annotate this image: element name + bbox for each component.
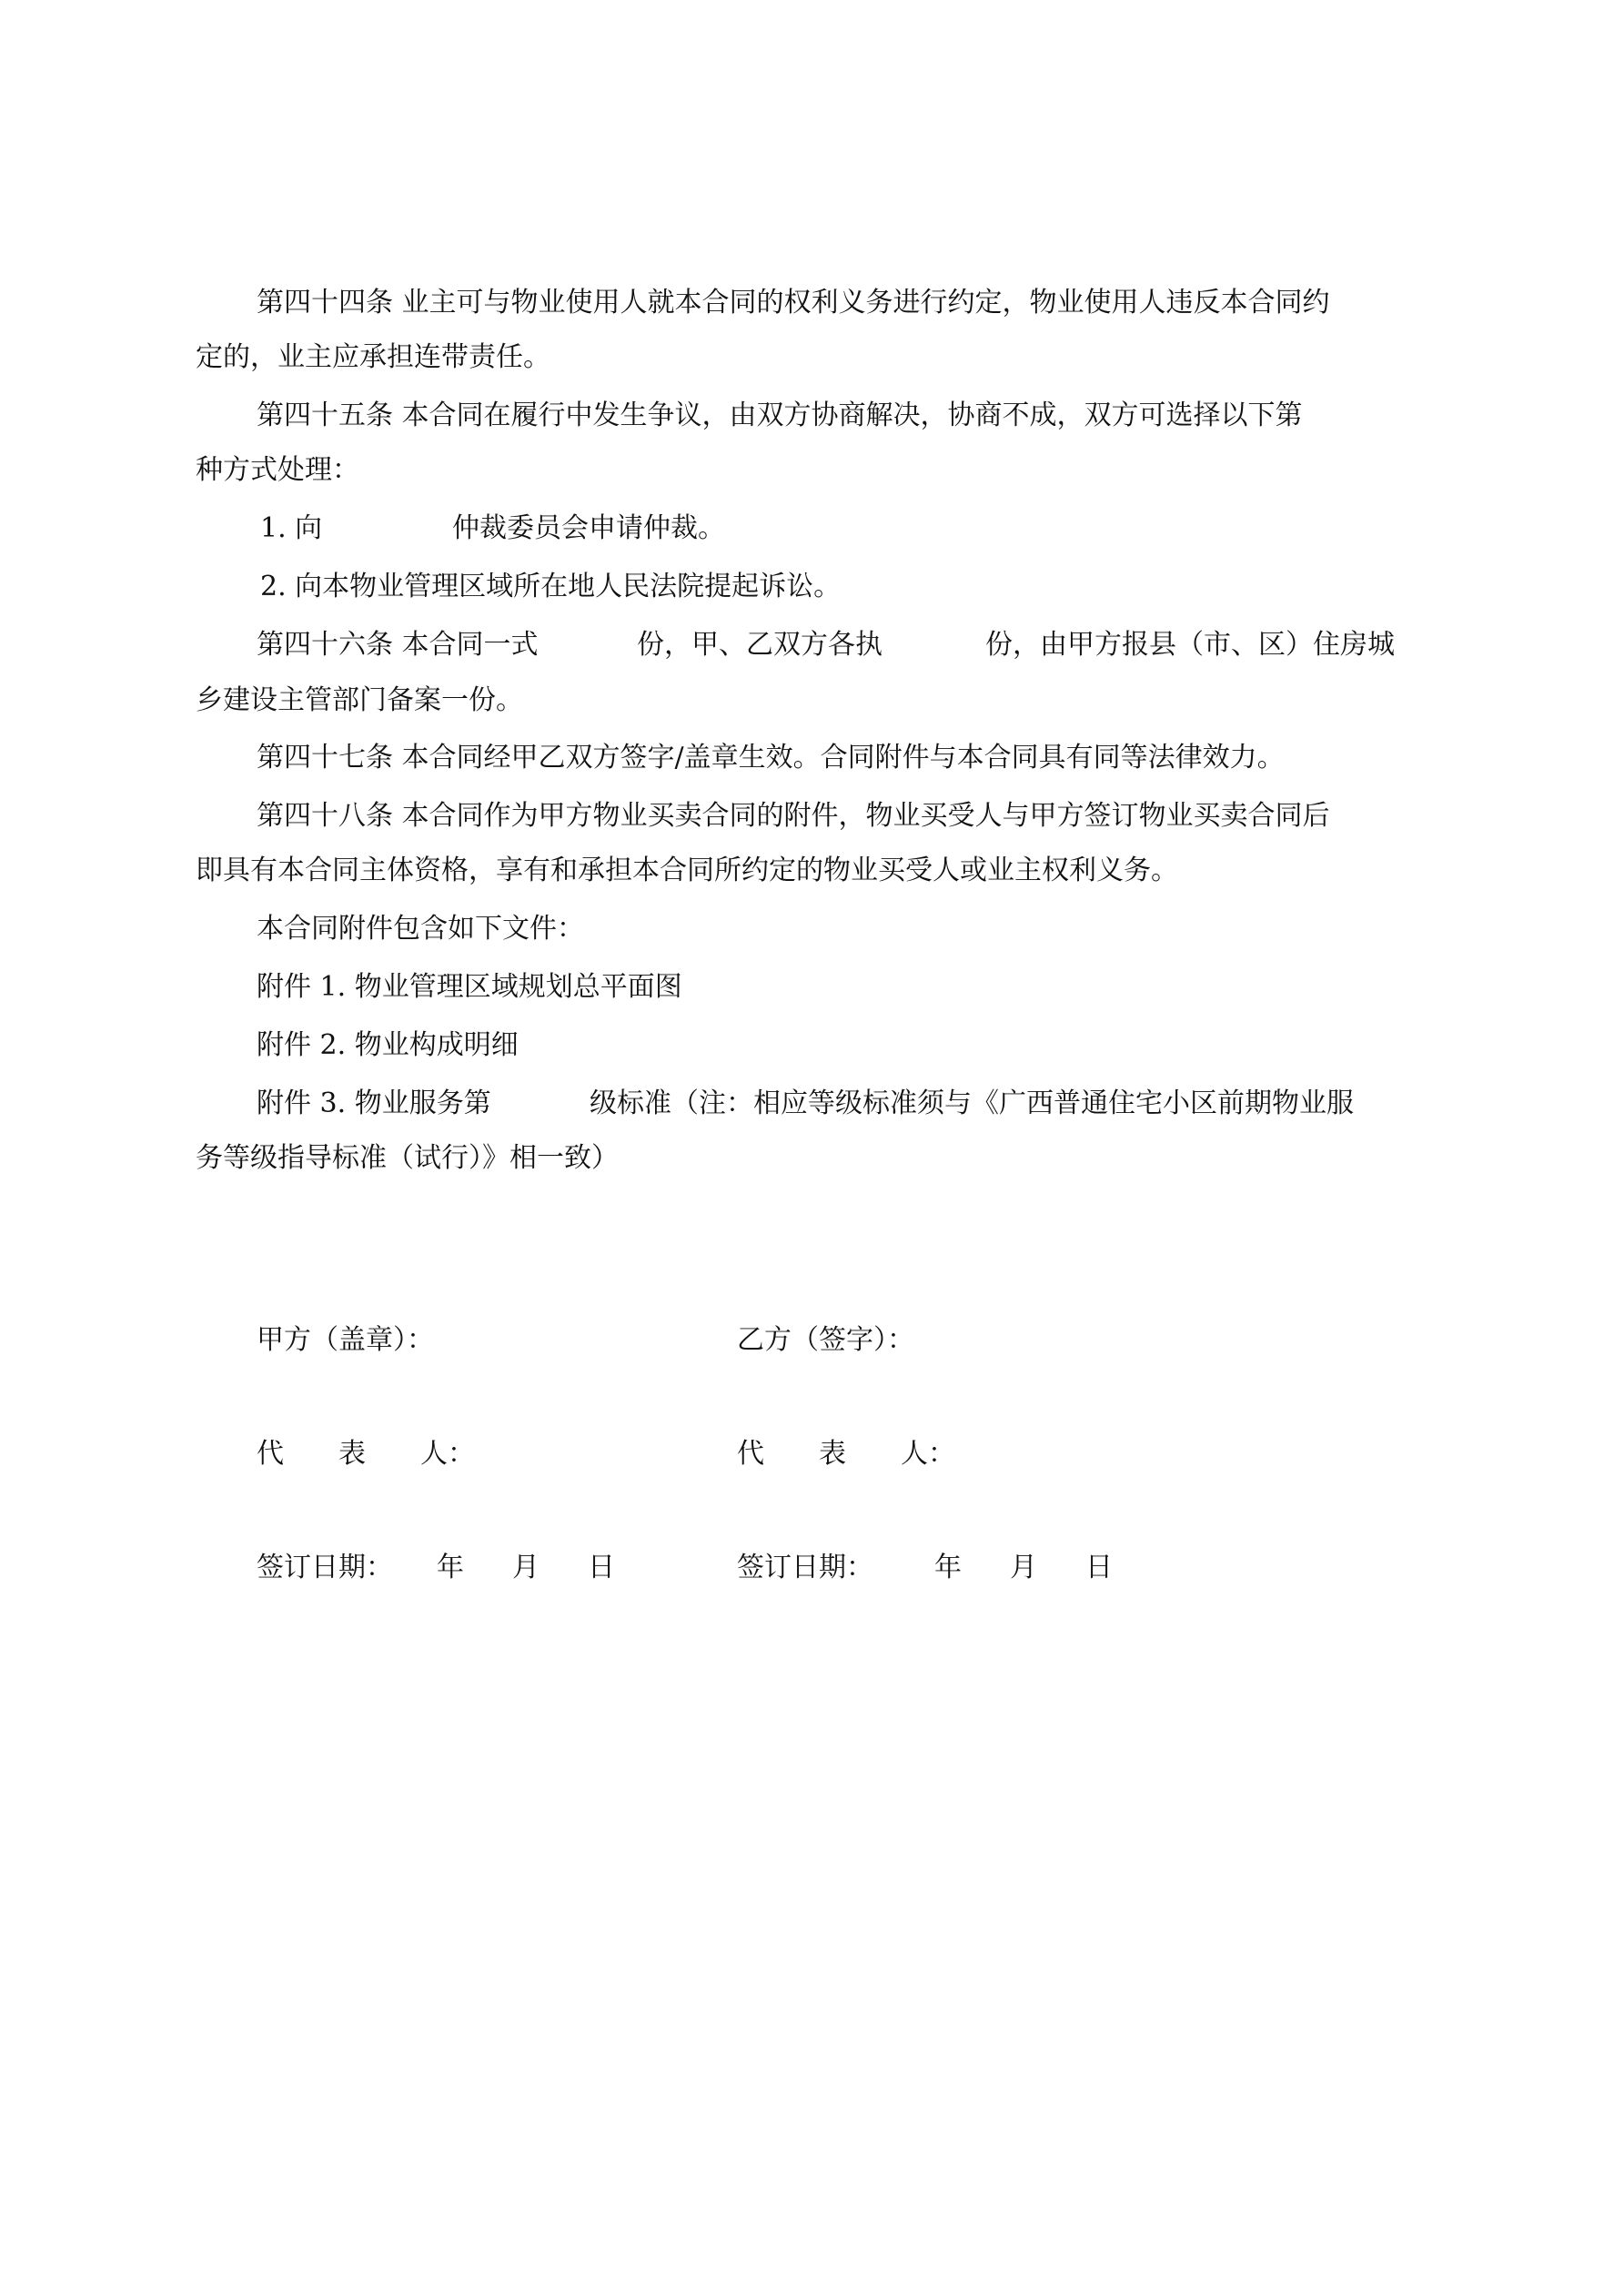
attachment-3-part-b: 级标准（注：相应等级标准须与《广西普通住宅小区前期物业服	[590, 1087, 1354, 1119]
party-b-date-year: 年	[934, 1552, 962, 1583]
article-45-option-1-prefix: 1. 向	[260, 512, 323, 544]
attachment-3-part-a: 附件 3. 物业服务第	[257, 1087, 491, 1119]
attachment-2: 附件 2. 物业构成明细	[257, 1029, 519, 1061]
party-b-date-month: 月	[1010, 1552, 1037, 1583]
article-48-line-1: 第四十八条 本合同作为甲方物业买卖合同的附件，物业买受人与甲方签订物业买卖合同后	[257, 800, 1330, 832]
article-45-line-1: 第四十五条 本合同在履行中发生争议，由双方协商解决，协商不成，双方可选择以下第	[257, 400, 1303, 431]
attachment-1: 附件 1. 物业管理区域规划总平面图	[257, 971, 682, 1003]
article-47-line-1: 第四十七条 本合同经甲乙双方签字/盖章生效。合同附件与本合同具有同等法律效力。	[257, 742, 1285, 774]
party-a-date-month: 月	[512, 1552, 540, 1583]
article-44-line-2: 定的，业主应承担连带责任。	[196, 341, 550, 373]
article-48-line-2: 即具有本合同主体资格，享有和承担本合同所约定的物业买受人或业主权利义务。	[196, 855, 1178, 886]
attachments-intro: 本合同附件包含如下文件：	[257, 913, 584, 945]
party-a-date-day: 日	[588, 1552, 615, 1583]
party-b-signature-label: 乙方（签字）：	[737, 1324, 914, 1356]
party-a-representative-label: 代 表 人：	[257, 1438, 475, 1470]
party-a-seal-label: 甲方（盖章）：	[257, 1324, 434, 1356]
party-b-date-label: 签订日期：	[737, 1552, 873, 1583]
party-a-date-year: 年	[437, 1552, 464, 1583]
party-b-representative-label: 代 表 人：	[737, 1438, 955, 1470]
article-44-line-1: 第四十四条 业主可与物业使用人就本合同的权利义务进行约定，物业使用人违反本合同约	[257, 287, 1330, 319]
article-46-line-1-part-b: 份，甲、乙双方各执	[637, 629, 883, 661]
article-46-line-1-part-a: 第四十六条 本合同一式	[257, 629, 539, 661]
party-b-date-day: 日	[1085, 1552, 1113, 1583]
article-45-option-2: 2. 向本物业管理区域所在地人民法院提起诉讼。	[260, 571, 842, 602]
article-46-line-2: 乡建设主管部门备案一份。	[196, 684, 523, 716]
attachment-3-line-2: 务等级指导标准（试行）》相一致）	[196, 1142, 619, 1174]
article-45-option-1-text: 仲裁委员会申请仲裁。	[452, 512, 725, 544]
article-45-line-2: 种方式处理：	[196, 454, 359, 486]
party-a-date-label: 签订日期：	[257, 1552, 393, 1583]
article-46-line-1-part-c: 份，由甲方报县（市、区）住房城	[985, 629, 1395, 661]
